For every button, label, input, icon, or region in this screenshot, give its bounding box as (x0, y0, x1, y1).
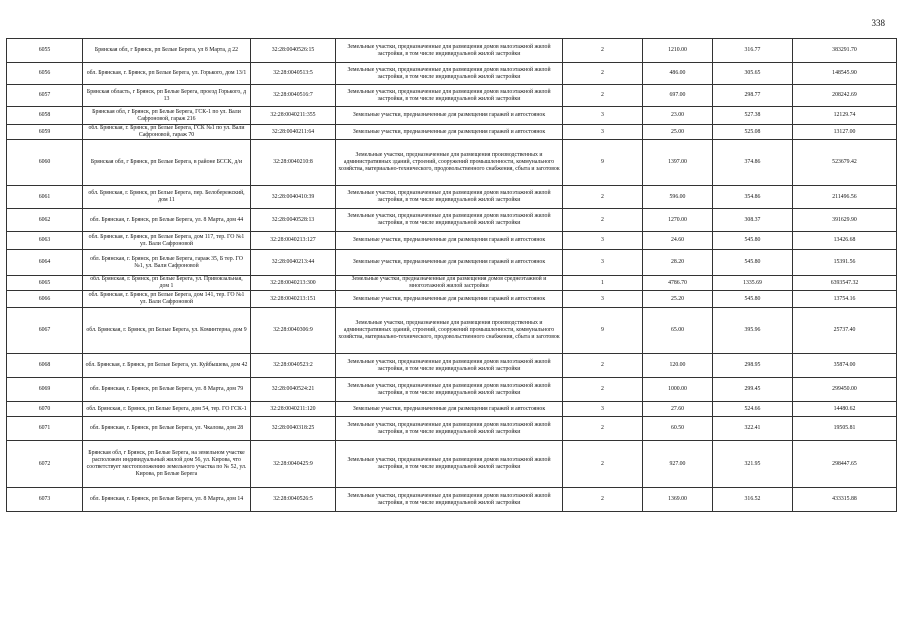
cadastral-number-cell: 32:28:0040528:13 (251, 209, 336, 232)
row-number-cell: 6069 (7, 378, 83, 402)
area-cell: 1397.00 (643, 140, 713, 186)
table-row (7, 402, 897, 417)
cadastral-number-cell: 32:28:0040213:300 (251, 276, 336, 291)
area-cell: 60.50 (643, 417, 713, 441)
group-number-cell: 3 (563, 402, 643, 417)
cadastral-value-cell: 19505.81 (793, 417, 897, 441)
group-number-cell: 3 (563, 232, 643, 250)
cadastral-value-cell: 208242.69 (793, 85, 897, 107)
address-cell: обл. Брянская, г. Брянск, рп Белые Берега, дом 54, тер. ГО ГСК-1 (83, 402, 251, 417)
cadastral-value-cell: 13426.68 (793, 232, 897, 250)
specific-value-cell: 305.65 (713, 63, 793, 85)
cadastral-number-cell: 32:28:0040410:39 (251, 186, 336, 209)
cadastral-number-cell: 32:28:0040213:127 (251, 232, 336, 250)
row-number-cell: 6062 (7, 209, 83, 232)
address-cell: обл. Брянская, г. Брянск, рп Белые Берега, ул. 8 Марта, дом 79 (83, 378, 251, 402)
land-use-cell: Земельные участки, предназначенные для размещения домов малоэтажной жилой застройки, в том числе индивидуальной жилой застройки (336, 378, 563, 402)
land-use-cell: Земельные участки, предназначенные для размещения домов малоэтажной жилой застройки, в том числе индивидуальной жилой застройки (336, 209, 563, 232)
address-cell: Брянская обл, г Брянск, рп Белые Берега, ГСК-1 по ул. Вали Сафроновой, гараж 216 (83, 107, 251, 125)
specific-value-cell: 322.41 (713, 417, 793, 441)
land-use-cell: Земельные участки, предназначенные для размещения домов малоэтажной жилой застройки, в том числе индивидуальной жилой застройки (336, 417, 563, 441)
cadastral-value-cell: 433315.88 (793, 488, 897, 512)
cadastral-number-cell: 32:28:0040513:5 (251, 63, 336, 85)
area-cell: 28.20 (643, 250, 713, 276)
address-cell: Брянская область, г Брянск, рп Белые Берега, проезд Горького, д 13 (83, 85, 251, 107)
address-cell: обл. Брянская, г. Брянск, рп Белые Берега, ул. Чкалова, дом 28 (83, 417, 251, 441)
address-cell: Брянская обл, г Брянск, рп Белые Берега, в районе БССК, д/и (83, 140, 251, 186)
group-number-cell: 2 (563, 186, 643, 209)
address-cell: обл. Брянская, г. Брянск, рп Белые Берега, ул. Привокзальная, дом 1 (83, 276, 251, 291)
address-cell: обл. Брянская, г. Брянск, рп Белые Берега, дом 141, тер. ГО №1 ул. Вали Сафроновой (83, 291, 251, 308)
row-number-cell: 6060 (7, 140, 83, 186)
land-use-cell: Земельные участки, предназначенные для размещения домов малоэтажной жилой застройки, в том числе индивидуальной жилой застройки (336, 85, 563, 107)
cadastral-number-cell: 32:28:0040211:120 (251, 402, 336, 417)
table-row (7, 186, 897, 209)
specific-value-cell: 525.08 (713, 125, 793, 140)
specific-value-cell: 316.77 (713, 39, 793, 63)
table-row (7, 39, 897, 63)
table-row (7, 107, 897, 125)
land-use-cell: Земельные участки, предназначенные для размещения гаражей и автостоянок (336, 250, 563, 276)
group-number-cell: 2 (563, 354, 643, 378)
cadastral-value-cell: 383291.70 (793, 39, 897, 63)
cadastral-value-cell: 13754.16 (793, 291, 897, 308)
area-cell: 1000.00 (643, 378, 713, 402)
address-cell: обл. Брянская, г. Брянск, рп Белые Берега, дом 117, тер. ГО №1 ул. Вали Сафроновой (83, 232, 251, 250)
area-cell: 27.60 (643, 402, 713, 417)
table-row (7, 85, 897, 107)
land-use-cell: Земельные участки, предназначенные для размещения производственных и административных зданий, строений, сооружений промышленности, коммунального хозяйства, материально-технического, продовольственного снабжения, сбыта и заготовок (336, 308, 563, 354)
row-number-cell: 6065 (7, 276, 83, 291)
table-row (7, 291, 897, 308)
cadastral-value-cell: 12129.74 (793, 107, 897, 125)
land-use-cell: Земельные участки, предназначенные для размещения домов малоэтажной жилой застройки, в том числе индивидуальной жилой застройки (336, 441, 563, 488)
specific-value-cell: 1335.69 (713, 276, 793, 291)
row-number-cell: 6068 (7, 354, 83, 378)
cadastral-value-table (6, 38, 897, 512)
cadastral-value-cell: 523679.42 (793, 140, 897, 186)
table-row (7, 417, 897, 441)
row-number-cell: 6059 (7, 125, 83, 140)
cadastral-number-cell: 32:28:0040516:7 (251, 85, 336, 107)
cadastral-value-cell: 14480.62 (793, 402, 897, 417)
land-use-cell: Земельные участки, предназначенные для размещения гаражей и автостоянок (336, 125, 563, 140)
area-cell: 1210.00 (643, 39, 713, 63)
table-row (7, 378, 897, 402)
group-number-cell: 1 (563, 276, 643, 291)
area-cell: 25.00 (643, 125, 713, 140)
cadastral-number-cell: 32:28:0040210:8 (251, 140, 336, 186)
specific-value-cell: 316.52 (713, 488, 793, 512)
area-cell: 23.00 (643, 107, 713, 125)
cadastral-value-cell: 391629.90 (793, 209, 897, 232)
cadastral-value-cell: 148545.90 (793, 63, 897, 85)
area-cell: 65.00 (643, 308, 713, 354)
specific-value-cell: 524.66 (713, 402, 793, 417)
address-cell: обл. Брянская, г. Брянск, рп Белые Берега, пер. Белобережский, дом 11 (83, 186, 251, 209)
row-number-cell: 6064 (7, 250, 83, 276)
cadastral-value-cell: 35874.00 (793, 354, 897, 378)
address-cell: обл. Брянская, г. Брянск, рп Белые Берега, гараж 35, Б тер. ГО №1, ул. Вали Сафроновой (83, 250, 251, 276)
table-row (7, 308, 897, 354)
row-number-cell: 6061 (7, 186, 83, 209)
cadastral-value-cell: 25737.40 (793, 308, 897, 354)
land-use-cell: Земельные участки, предназначенные для размещения гаражей и автостоянок (336, 291, 563, 308)
group-number-cell: 3 (563, 250, 643, 276)
land-use-cell: Земельные участки, предназначенные для размещения домов среднеэтажной и многоэтажной жилой застройки (336, 276, 563, 291)
row-number-cell: 6063 (7, 232, 83, 250)
specific-value-cell: 545.80 (713, 232, 793, 250)
row-number-cell: 6067 (7, 308, 83, 354)
land-use-cell: Земельные участки, предназначенные для размещения домов малоэтажной жилой застройки, в том числе индивидуальной жилой застройки (336, 186, 563, 209)
area-cell: 1369.00 (643, 488, 713, 512)
table-row (7, 125, 897, 140)
area-cell: 25.20 (643, 291, 713, 308)
specific-value-cell: 321.95 (713, 441, 793, 488)
land-use-cell: Земельные участки, предназначенные для размещения гаражей и автостоянок (336, 107, 563, 125)
cadastral-number-cell: 32:28:0040526:5 (251, 488, 336, 512)
row-number-cell: 6071 (7, 417, 83, 441)
cadastral-number-cell: 32:28:0040213:151 (251, 291, 336, 308)
cadastral-number-cell: 32:28:0040523:2 (251, 354, 336, 378)
specific-value-cell: 354.86 (713, 186, 793, 209)
row-number-cell: 6056 (7, 63, 83, 85)
table-row (7, 488, 897, 512)
group-number-cell: 2 (563, 39, 643, 63)
specific-value-cell: 527.38 (713, 107, 793, 125)
area-cell: 120.00 (643, 354, 713, 378)
table-row (7, 250, 897, 276)
specific-value-cell: 299.45 (713, 378, 793, 402)
table-row (7, 63, 897, 85)
cadastral-number-cell: 32:28:0040211:355 (251, 107, 336, 125)
address-cell: обл. Брянская, г. Брянск, рп Белые Берега, ул. 8 Марта, дом 44 (83, 209, 251, 232)
specific-value-cell: 308.37 (713, 209, 793, 232)
area-cell: 697.00 (643, 85, 713, 107)
land-use-cell: Земельные участки, предназначенные для размещения производственных и административных зданий, строений, сооружений промышленности, коммунального хозяйства, материально-технического, продовольственного снабжения, сбыта и заготовок (336, 140, 563, 186)
specific-value-cell: 545.80 (713, 250, 793, 276)
address-cell: обл. Брянская, г. Брянск, рп Белые Берега, ул. 8 Марта, дом 14 (83, 488, 251, 512)
row-number-cell: 6072 (7, 441, 83, 488)
area-cell: 4786.70 (643, 276, 713, 291)
group-number-cell: 2 (563, 488, 643, 512)
cadastral-number-cell: 32:28:0040318:25 (251, 417, 336, 441)
table-row (7, 441, 897, 488)
table-row (7, 232, 897, 250)
area-cell: 927.00 (643, 441, 713, 488)
address-cell: обл. Брянская, г. Брянск, рп Белые Берега, ул. Коминтерна, дом 9 (83, 308, 251, 354)
cadastral-number-cell: 32:28:0040524:21 (251, 378, 336, 402)
specific-value-cell: 545.80 (713, 291, 793, 308)
specific-value-cell: 395.96 (713, 308, 793, 354)
table-row (7, 354, 897, 378)
specific-value-cell: 374.86 (713, 140, 793, 186)
row-number-cell: 6057 (7, 85, 83, 107)
address-cell: обл. Брянская, г. Брянск, рп Белые Берега, ГСК №1 по ул. Вали Сафроновой, гараж 70 (83, 125, 251, 140)
cadastral-value-cell: 13127.00 (793, 125, 897, 140)
cadastral-value-cell: 298447.65 (793, 441, 897, 488)
group-number-cell: 9 (563, 140, 643, 186)
row-number-cell: 6066 (7, 291, 83, 308)
row-number-cell: 6070 (7, 402, 83, 417)
group-number-cell: 2 (563, 63, 643, 85)
cadastral-number-cell: 32:28:0040526:15 (251, 39, 336, 63)
cadastral-number-cell: 32:28:0040211:64 (251, 125, 336, 140)
table-row (7, 140, 897, 186)
group-number-cell: 2 (563, 85, 643, 107)
row-number-cell: 6073 (7, 488, 83, 512)
area-cell: 486.00 (643, 63, 713, 85)
table-row (7, 209, 897, 232)
group-number-cell: 2 (563, 441, 643, 488)
area-cell: 1270.00 (643, 209, 713, 232)
group-number-cell: 3 (563, 291, 643, 308)
cadastral-number-cell: 32:28:0040306:9 (251, 308, 336, 354)
page-number: 338 (871, 18, 885, 28)
land-use-cell: Земельные участки, предназначенные для размещения домов малоэтажной жилой застройки, в том числе индивидуальной жилой застройки (336, 39, 563, 63)
group-number-cell: 3 (563, 125, 643, 140)
group-number-cell: 9 (563, 308, 643, 354)
specific-value-cell: 298.95 (713, 354, 793, 378)
cadastral-value-cell: 6393547.32 (793, 276, 897, 291)
area-cell: 596.00 (643, 186, 713, 209)
land-use-cell: Земельные участки, предназначенные для размещения домов малоэтажной жилой застройки, в том числе индивидуальной жилой застройки (336, 63, 563, 85)
land-use-cell: Земельные участки, предназначенные для размещения домов малоэтажной жилой застройки, в том числе индивидуальной жилой застройки (336, 488, 563, 512)
cadastral-value-cell: 299450.00 (793, 378, 897, 402)
row-number-cell: 6055 (7, 39, 83, 63)
group-number-cell: 2 (563, 417, 643, 441)
address-cell: Брянская обл, г Брянск, рп Белые Берега, ул 8 Марта, д 22 (83, 39, 251, 63)
land-use-cell: Земельные участки, предназначенные для размещения домов малоэтажной жилой застройки, в том числе индивидуальной жилой застройки (336, 354, 563, 378)
area-cell: 24.60 (643, 232, 713, 250)
cadastral-number-cell: 32:28:0040425:9 (251, 441, 336, 488)
group-number-cell: 2 (563, 378, 643, 402)
table-row (7, 276, 897, 291)
address-cell: Брянская обл, г Брянск, рп Белые Берега, на земельном участке расположен индивидуальный жилой дом 56, ул. Кирова, что соответствует местоположению земельного участка по № 52, ул. Кирова, рп Белые Берега (83, 441, 251, 488)
address-cell: обл. Брянская, г. Брянск, рп Белые Берега, ул. Куйбышева, дом 42 (83, 354, 251, 378)
cadastral-value-cell: 211496.56 (793, 186, 897, 209)
row-number-cell: 6058 (7, 107, 83, 125)
cadastral-number-cell: 32:28:0040213:44 (251, 250, 336, 276)
specific-value-cell: 298.77 (713, 85, 793, 107)
cadastral-value-cell: 15391.56 (793, 250, 897, 276)
group-number-cell: 2 (563, 209, 643, 232)
address-cell: обл. Брянская, г. Брянск, рп Белые Берега, ул. Горького, дом 13/1 (83, 63, 251, 85)
table-body (7, 39, 897, 512)
group-number-cell: 3 (563, 107, 643, 125)
land-use-cell: Земельные участки, предназначенные для размещения гаражей и автостоянок (336, 232, 563, 250)
land-use-cell: Земельные участки, предназначенные для размещения гаражей и автостоянок (336, 402, 563, 417)
